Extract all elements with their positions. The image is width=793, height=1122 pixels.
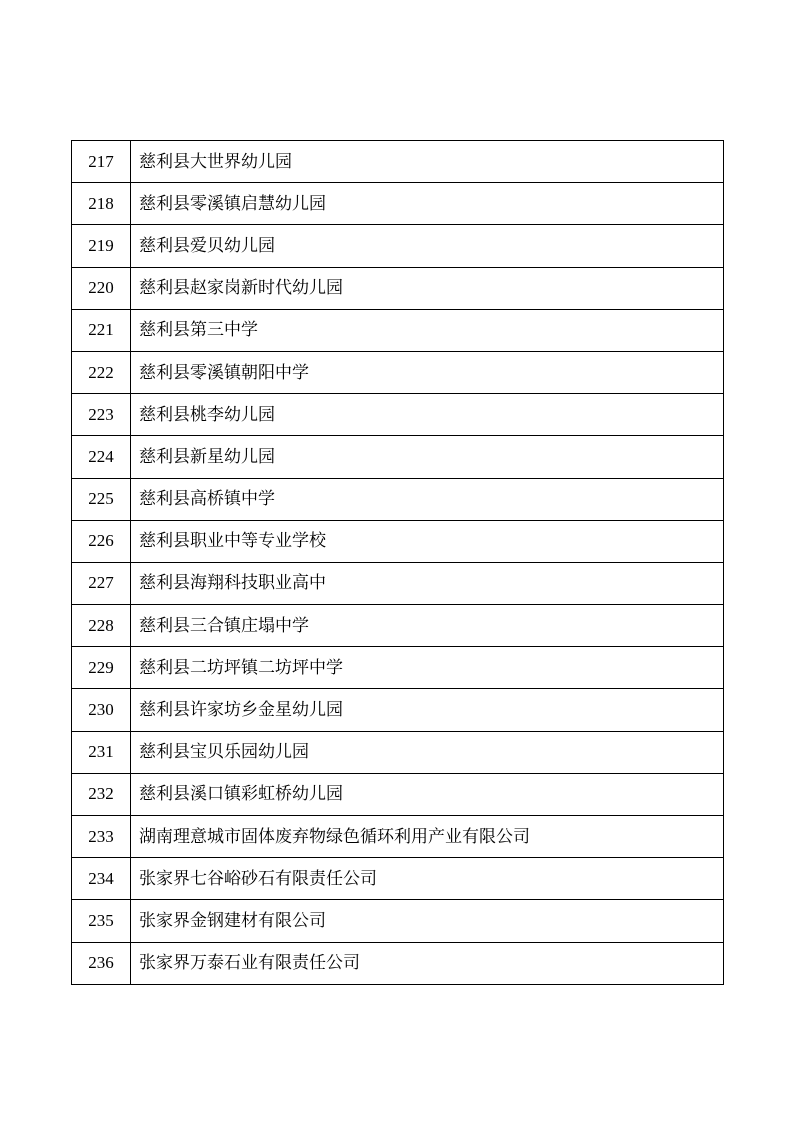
row-number: 217 <box>72 141 131 183</box>
table-row <box>72 394 724 436</box>
unit-name: 慈利县零溪镇朝阳中学 <box>131 351 724 393</box>
table-row <box>72 351 724 393</box>
unit-name: 慈利县桃李幼儿园 <box>131 394 724 436</box>
unit-name: 慈利县高桥镇中学 <box>131 478 724 520</box>
row-number: 232 <box>72 773 131 815</box>
table-row <box>72 267 724 309</box>
unit-list-body <box>72 141 724 985</box>
table-row <box>72 858 724 900</box>
table-row <box>72 647 724 689</box>
unit-name: 慈利县爱贝幼儿园 <box>131 225 724 267</box>
unit-name: 慈利县第三中学 <box>131 309 724 351</box>
unit-list-table <box>71 140 724 985</box>
row-number: 219 <box>72 225 131 267</box>
table-row <box>72 520 724 562</box>
unit-name: 张家界万泰石业有限责任公司 <box>131 942 724 984</box>
row-number: 225 <box>72 478 131 520</box>
unit-name: 慈利县赵家岗新时代幼儿园 <box>131 267 724 309</box>
row-number: 233 <box>72 816 131 858</box>
unit-name: 慈利县大世界幼儿园 <box>131 141 724 183</box>
unit-name: 慈利县新星幼儿园 <box>131 436 724 478</box>
table-row <box>72 225 724 267</box>
row-number: 231 <box>72 731 131 773</box>
unit-name: 慈利县宝贝乐园幼儿园 <box>131 731 724 773</box>
row-number: 230 <box>72 689 131 731</box>
table-row <box>72 689 724 731</box>
unit-name: 慈利县许家坊乡金星幼儿园 <box>131 689 724 731</box>
table-row <box>72 731 724 773</box>
table-row <box>72 141 724 183</box>
unit-name: 慈利县海翔科技职业高中 <box>131 562 724 604</box>
row-number: 218 <box>72 183 131 225</box>
unit-name: 湖南理意城市固体废弃物绿色循环利用产业有限公司 <box>131 816 724 858</box>
row-number: 228 <box>72 605 131 647</box>
table-row <box>72 309 724 351</box>
table-row <box>72 478 724 520</box>
table-row <box>72 900 724 942</box>
table-row <box>72 562 724 604</box>
table-row <box>72 773 724 815</box>
unit-name: 慈利县零溪镇启慧幼儿园 <box>131 183 724 225</box>
row-number: 224 <box>72 436 131 478</box>
table-row <box>72 183 724 225</box>
table-row <box>72 436 724 478</box>
unit-name: 慈利县三合镇庄塌中学 <box>131 605 724 647</box>
row-number: 235 <box>72 900 131 942</box>
unit-name: 慈利县溪口镇彩虹桥幼儿园 <box>131 773 724 815</box>
row-number: 220 <box>72 267 131 309</box>
row-number: 226 <box>72 520 131 562</box>
unit-name: 张家界金钢建材有限公司 <box>131 900 724 942</box>
row-number: 227 <box>72 562 131 604</box>
row-number: 236 <box>72 942 131 984</box>
row-number: 221 <box>72 309 131 351</box>
row-number: 234 <box>72 858 131 900</box>
table-row <box>72 942 724 984</box>
table-row <box>72 816 724 858</box>
unit-name: 慈利县职业中等专业学校 <box>131 520 724 562</box>
table-row <box>72 605 724 647</box>
row-number: 223 <box>72 394 131 436</box>
row-number: 229 <box>72 647 131 689</box>
unit-name: 慈利县二坊坪镇二坊坪中学 <box>131 647 724 689</box>
row-number: 222 <box>72 351 131 393</box>
unit-name: 张家界七谷峪砂石有限责任公司 <box>131 858 724 900</box>
